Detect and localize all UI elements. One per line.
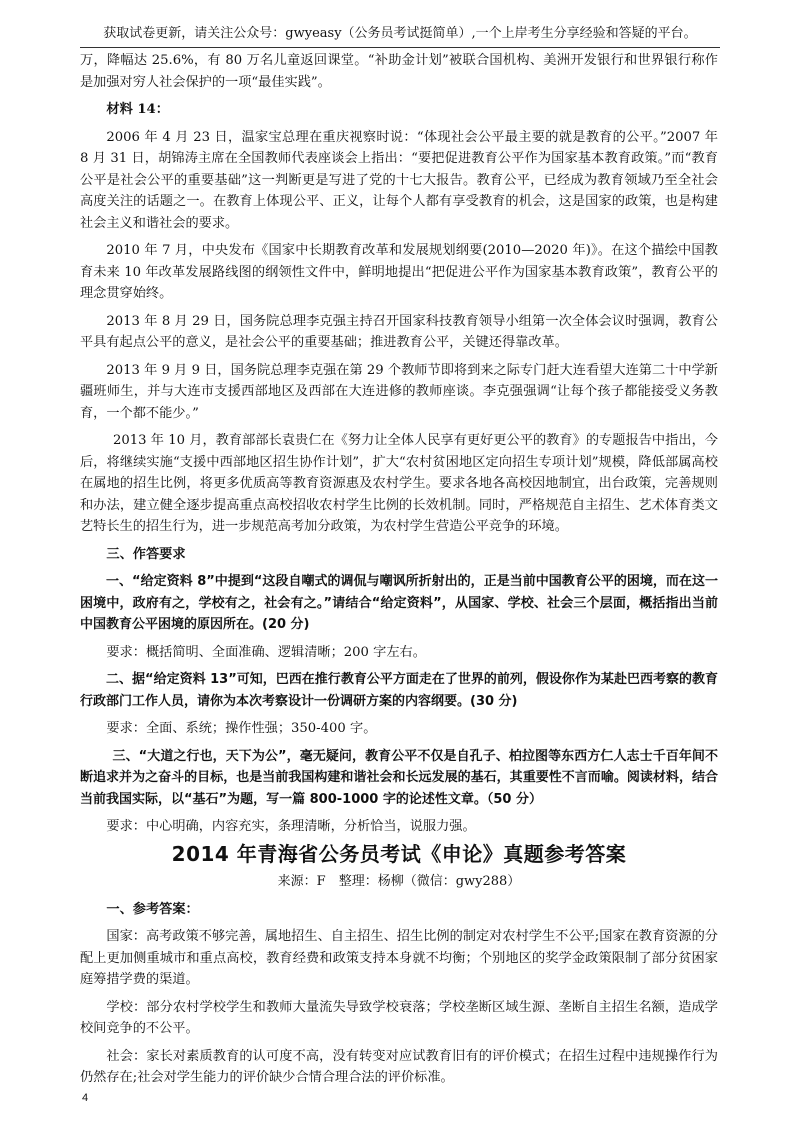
page-number: 4	[82, 1092, 89, 1104]
question-2: 二、据“给定资料 13”可知，巴西在推行教育公平方面走在了世界的前列，假设你作为某赴巴西考察的教育行政部门工作人员，请你为本次考察设计一份调研方案的内容纲要。(30 分)	[80, 672, 718, 709]
requirement-3: 要求：中心明确，内容充实，条理清晰，分析恰当，说服力强。	[106, 819, 476, 834]
m14-paragraph-1: 2006 年 4 月 23 日，温家宝总理在重庆视察时说：“体现社会公平最主要的就是教育的公平。”2007 年 8 月 31 日，胡锦涛主席在全国教师代表座谈会上指出：“要把促进教育公平作为国家基本教育政策。”而“教育公平是社会公平的重要基础”这一判断更是写进了党的十七大报告。教育公平，已经成为教育领域乃至全社会高度关注的话题之一。在教育上体现公平、正义，让每个人都有享受教育的机会，这是国家的政策，也是构建社会主义和谐社会的要求。	[80, 129, 718, 231]
answer-title: 2014 年青海省公务员考试《申论》真题参考答案	[171, 841, 627, 866]
answer-section-heading: 一、参考答案：	[106, 901, 199, 917]
m14-paragraph-4: 2013 年 9 月 9 日，国务院总理李克强在第 29 个教师节即将到来之际专门赶大连看望大连第二十中学新疆班师生，并与大连市支援西部地区及西部在大连进修的教师座谈。李克强强调“让每个孩子都能接受义务教育，一个都不能少。”	[80, 362, 718, 421]
intro-paragraph: 万，降幅达 25.6%，有 80 万名儿童返回课堂。“补助金计划”被联合国机构、美洲开发银行和世界银行称作是加强对穷人社会保护的一项“最佳实践”。	[80, 53, 718, 90]
requirement-2: 要求：全面、系统；操作性强；350-400 字。	[106, 721, 377, 736]
material-14-title: 材料 14：	[106, 102, 169, 117]
section-3-heading: 三、作答要求	[106, 546, 186, 562]
question-3: 三、“大道之行也，天下为公”，毫无疑问，教育公平不仅是自孔子、柏拉图等东西方仁人志士千百年间不断追求并为之奋斗的目标，也是当前我国构建和谐社会和长远发展的基石，其重要性不言而喻。阅读材料，结合当前我国实际，以“基石”为题，写一篇 800-1000 字的论述性文章。（50 分）	[80, 748, 718, 807]
answer-national: 国家：高考政策不够完善，属地招生、自主招生、招生比例的制定对农村学生不公平;国家在教育资源的分配上更加侧重城市和重点高校，教育经费和政策支持本身就不均衡；个别地区的奖学金政策限制了部分贫困家庭筹措学费的渠道。	[80, 929, 718, 987]
m14-paragraph-3: 2013 年 8 月 29 日，国务院总理李克强主持召开国家科技教育领导小组第一次全体会议时强调，教育公平具有起点公平的意义，是社会公平的重要基础；推进教育公平，关键还得靠改革。	[80, 313, 718, 350]
question-1: 一、“给定资料 8”中提到“这段自嘲式的调侃与嘲讽所折射出的，正是当前中国教育公平的困境，而在这一困境中，政府有之，学校有之，社会有之。”请结合“给定资料”，从国家、学校、社会三个层面，概括指出当前中国教育公平困境的原因所在。(20 分)	[80, 574, 718, 632]
page-header: 获取试卷更新，请关注公众号：gwyeasy（公务员考试挺简单）,一个上岸考生分享经验和答疑的平台。	[80, 22, 720, 48]
requirement-1: 要求：概括简明、全面准确、逻辑清晰；200 字左右。	[106, 644, 426, 660]
answer-school: 学校：部分农村学校学生和教师大量流失导致学校衰落；学校垄断区域生源、垄断自主招生名额，造成学校间竞争的不公平。	[80, 999, 718, 1036]
document-body	[80, 50, 718, 1095]
answer-society: 社会：家长对素质教育的认可度不高，没有转变对应试教育旧有的评价模式；在招生过程中违规操作行为仍然存在;社会对学生能力的评价缺少合情合理合法的评价标准。	[80, 1048, 718, 1085]
m14-paragraph-5: 2013 年 10 月，教育部部长袁贵仁在《努力让全体人民享有更好更公平的教育》的专题报告中指出，今后，将继续实施“支援中西部地区招生协作计划”，扩大“农村贫困地区定向招生专项计划”规模，降低部属高校在属地的招生比例，将更多优质高等教育资源惠及农村学生。要求各地各高校因地制宜，出台政策，完善规则和办法，建立健全逐步提高重点高校招收农村学生比例的长效机制。同时，严格规范自主招生、艺术体育类文艺特长生的招生行为，进一步规范高考加分政策，为农村学生营造公平竞争的环境。	[80, 433, 718, 534]
m14-paragraph-2: 2010 年 7 月，中央发布《国家中长期教育改革和发展规划纲要(2010—2020 年)》。在这个描绘中国教育未来 10 年改革发展路线图的纲领性文件中，鲜明地提出“把促进公平作为国家基本教育政策”，教育公平的理念贯穿始终。	[80, 243, 718, 301]
answer-source: 来源：F 整理：杨柳（微信：gwy288）	[277, 874, 521, 889]
